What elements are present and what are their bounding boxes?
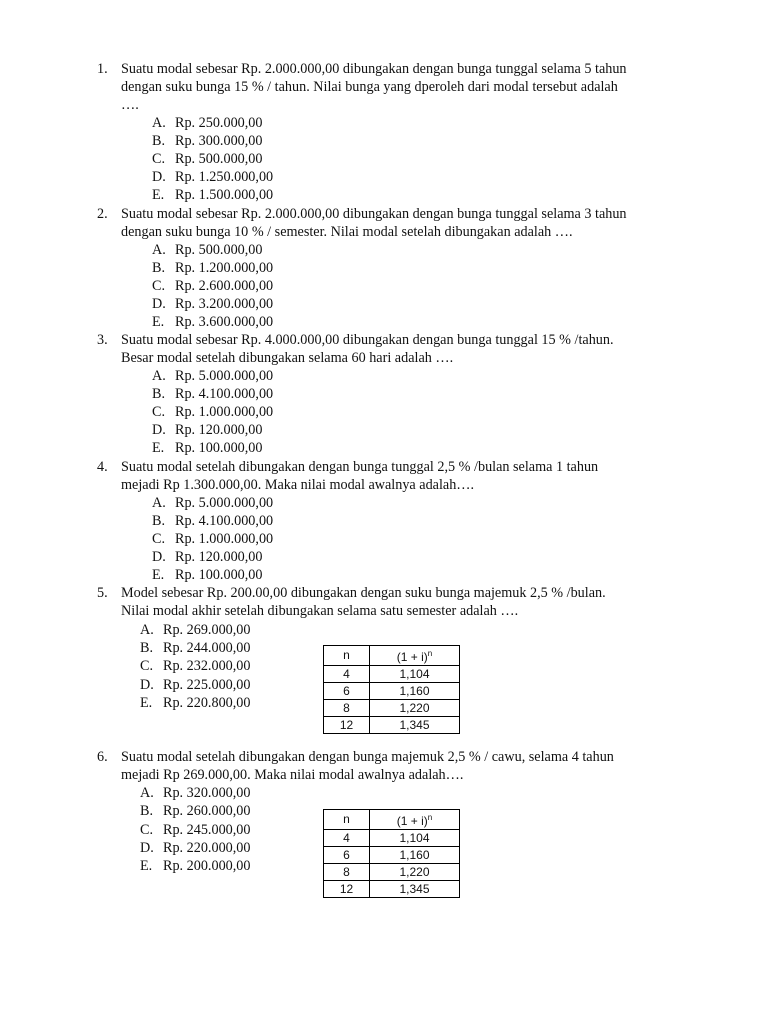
factor-table <box>323 645 460 734</box>
option-letter: D. <box>152 422 166 438</box>
option-letter: C. <box>140 822 154 838</box>
option-text: Rp. 1.200.000,00 <box>175 260 274 276</box>
option-letter: A. <box>140 785 154 801</box>
question-number: 3. <box>97 332 108 348</box>
option-letter: B. <box>152 133 166 149</box>
question-text-line: dengan suku bunga 10 % / semester. Nilai modal setelah dibungakan adalah …. <box>121 224 573 240</box>
option-text: Rp. 200.000,00 <box>163 858 251 874</box>
table-cell: 1,104 <box>370 666 460 683</box>
table-header-row <box>324 646 460 666</box>
option-letter: E. <box>140 858 153 874</box>
option-text: Rp. 220.800,00 <box>163 695 251 711</box>
option-text: Rp. 100.000,00 <box>175 440 263 456</box>
question-number: 2. <box>97 206 108 222</box>
table-row <box>324 847 460 864</box>
table-header-cell: n <box>324 810 370 830</box>
option-text: Rp. 300.000,00 <box>175 133 263 149</box>
option-letter: B. <box>140 640 154 656</box>
option-text: Rp. 245.000,00 <box>163 822 251 838</box>
option-text: Rp. 244.000,00 <box>163 640 251 656</box>
table-cell: 6 <box>324 683 370 700</box>
question-text-line: mejadi Rp 269.000,00. Maka nilai modal awalnya adalah…. <box>121 767 464 783</box>
table-cell: 1,160 <box>370 847 460 864</box>
question-number: 4. <box>97 459 108 475</box>
question-text-line: Suatu modal sebesar Rp. 4.000.000,00 dibungakan dengan bunga tunggal 15 % /tahun. <box>121 332 614 348</box>
table-cell: 12 <box>324 717 370 734</box>
option-letter: A. <box>152 115 166 131</box>
option-text: Rp. 4.100.000,00 <box>175 513 274 529</box>
question-number: 1. <box>97 61 108 77</box>
option-text: Rp. 1.000.000,00 <box>175 531 274 547</box>
option-text: Rp. 220.000,00 <box>163 840 251 856</box>
option-text: Rp. 100.000,00 <box>175 567 263 583</box>
option-letter: A. <box>152 495 166 511</box>
option-letter: D. <box>152 169 166 185</box>
option-text: Rp. 1.000.000,00 <box>175 404 274 420</box>
table-cell: 8 <box>324 864 370 881</box>
table-cell: 1,220 <box>370 700 460 717</box>
option-letter: C. <box>152 404 166 420</box>
option-text: Rp. 1.500.000,00 <box>175 187 274 203</box>
option-text: Rp. 2.600.000,00 <box>175 278 274 294</box>
option-letter: A. <box>140 622 154 638</box>
question-text-line: dengan suku bunga 15 % / tahun. Nilai bunga yang dperoleh dari modal tersebut adalah <box>121 79 618 95</box>
option-text: Rp. 232.000,00 <box>163 658 251 674</box>
option-letter: C. <box>152 531 166 547</box>
option-letter: D. <box>152 549 166 565</box>
option-letter: C. <box>152 151 166 167</box>
option-text: Rp. 500.000,00 <box>175 151 263 167</box>
option-text: Rp. 3.600.000,00 <box>175 314 274 330</box>
option-letter: D. <box>140 677 154 693</box>
table-row <box>324 864 460 881</box>
option-text: Rp. 250.000,00 <box>175 115 263 131</box>
table-cell: 6 <box>324 847 370 864</box>
option-text: Rp. 500.000,00 <box>175 242 263 258</box>
question-text-line: mejadi Rp 1.300.000,00. Maka nilai modal awalnya adalah…. <box>121 477 475 493</box>
option-text: Rp. 320.000,00 <box>163 785 251 801</box>
table-cell: 12 <box>324 881 370 898</box>
question-text-line: Besar modal setelah dibungakan selama 60 hari adalah …. <box>121 350 454 366</box>
option-letter: D. <box>152 296 166 312</box>
option-letter: B. <box>152 260 166 276</box>
option-text: Rp. 4.100.000,00 <box>175 386 274 402</box>
question-text-line: Suatu modal setelah dibungakan dengan bunga tunggal 2,5 % /bulan selama 1 tahun <box>121 459 599 475</box>
option-letter: C. <box>140 658 154 674</box>
table-row <box>324 700 460 717</box>
question-text-line: Model sebesar Rp. 200.00,00 dibungakan dengan suku bunga majemuk 2,5 % /bulan. <box>121 585 606 601</box>
table-cell: 1,220 <box>370 864 460 881</box>
option-letter: E. <box>152 187 165 203</box>
table-row <box>324 717 460 734</box>
option-text: Rp. 5.000.000,00 <box>175 368 274 384</box>
table-header-cell: n <box>324 646 370 666</box>
table-row <box>324 666 460 683</box>
table-cell: 1,160 <box>370 683 460 700</box>
option-letter: E. <box>152 567 165 583</box>
table-row <box>324 881 460 898</box>
question-text-line: Suatu modal sebesar Rp. 2.000.000,00 dibungakan dengan bunga tunggal selama 5 tahun <box>121 61 627 77</box>
option-letter: B. <box>152 386 166 402</box>
option-letter: E. <box>152 440 165 456</box>
option-letter: B. <box>152 513 166 529</box>
option-text: Rp. 5.000.000,00 <box>175 495 274 511</box>
table-header-cell: $(1 + i)^n$ <box>370 810 460 830</box>
question-text-line: Nilai modal akhir setelah dibungakan selama satu semester adalah …. <box>121 603 519 619</box>
table-header-cell: $(1 + i)^n$ <box>370 646 460 666</box>
option-letter: E. <box>152 314 165 330</box>
option-letter: D. <box>140 840 154 856</box>
option-text: Rp. 1.250.000,00 <box>175 169 274 185</box>
question-number: 5. <box>97 585 108 601</box>
table-cell: 8 <box>324 700 370 717</box>
factor-table <box>323 809 460 898</box>
option-text: Rp. 120.000,00 <box>175 422 263 438</box>
option-letter: C. <box>152 278 166 294</box>
option-text: Rp. 225.000,00 <box>163 677 251 693</box>
question-number: 6. <box>97 749 108 765</box>
table-cell: 4 <box>324 830 370 847</box>
table-cell: 4 <box>324 666 370 683</box>
table-header-row <box>324 810 460 830</box>
option-letter: E. <box>140 695 153 711</box>
table-cell: 1,345 <box>370 881 460 898</box>
option-text: Rp. 120.000,00 <box>175 549 263 565</box>
option-text: Rp. 260.000,00 <box>163 803 251 819</box>
table-row <box>324 683 460 700</box>
option-text: Rp. 3.200.000,00 <box>175 296 274 312</box>
option-letter: A. <box>152 368 166 384</box>
question-text-line: …. <box>121 97 139 113</box>
table-cell: 1,345 <box>370 717 460 734</box>
question-text-line: Suatu modal sebesar Rp. 2.000.000,00 dibungakan dengan bunga tunggal selama 3 tahun <box>121 206 627 222</box>
table-row <box>324 830 460 847</box>
question-text-line: Suatu modal setelah dibungakan dengan bunga majemuk 2,5 % / cawu, selama 4 tahun <box>121 749 614 765</box>
table-cell: 1,104 <box>370 830 460 847</box>
option-letter: A. <box>152 242 166 258</box>
option-text: Rp. 269.000,00 <box>163 622 251 638</box>
option-letter: B. <box>140 803 154 819</box>
